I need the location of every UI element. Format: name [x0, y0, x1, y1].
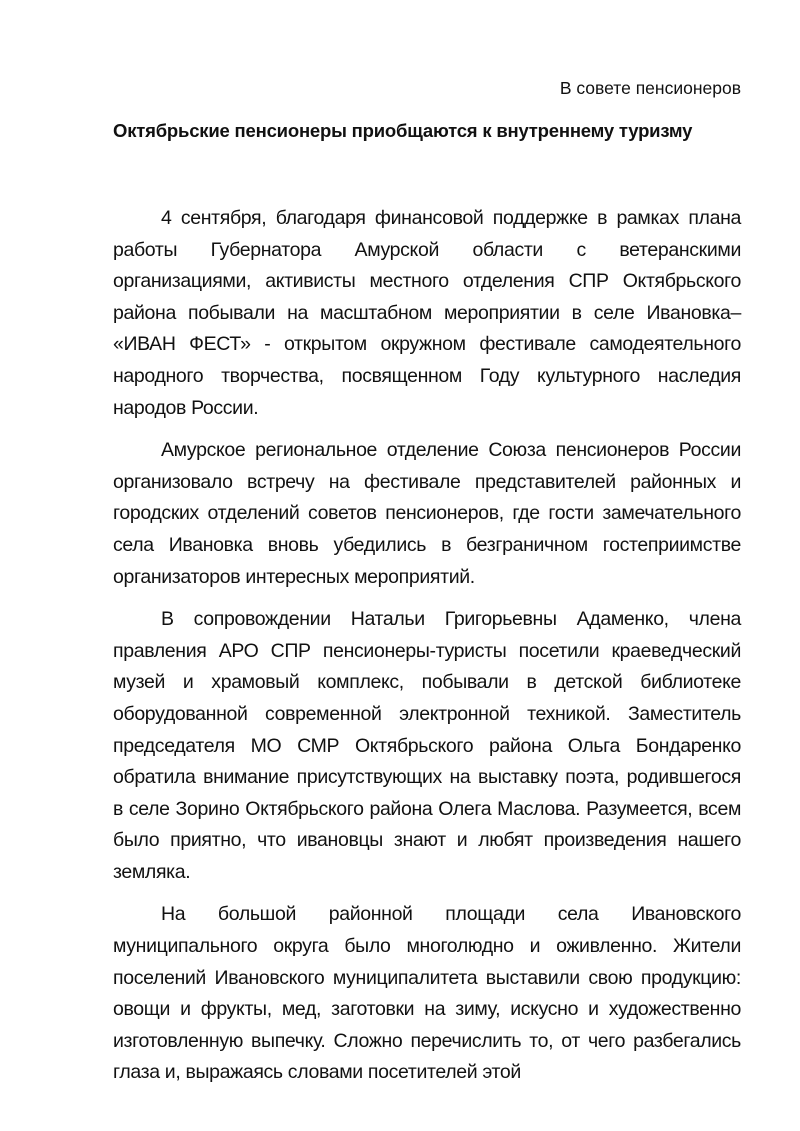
paragraph: 4 сентября, благодаря финансовой поддержке в рамках плана работы Губернатора Амурской области с ветеранскими организациями, активисты местного отделения СПР Октябрьского района побывали на масштабном мероприятии в селе Ивановка– «ИВАН ФЕСТ» - открытом окружном фестивале самодеятельного народного творчества, посвященном Году культурного наследия народов России. — [113, 207, 741, 419]
article-title: Октябрьские пенсионеры приобщаются к внутреннему туризму — [113, 120, 693, 141]
paragraph: В сопровождении Натальи Григорьевны Адаменко, члена правления АРО СПР пенсионеры-туристы посетили краеведческий музей и храмовый комплекс, побывали в детской библиотеке оборудованной современной электронной техникой. Заместитель председателя МО СМР Октябрьского района Ольга Бондаренко обратила внимание присутствующих на выставку поэта, родившегося в селе Зорино Октябрьского района Олега Маслова. Разумеется, всем было приятно, что ивановцы знают и любят произведения нашего земляка. — [113, 608, 741, 883]
paragraph: На большой районной площади села Ивановского муниципального округа было многолюдно и оживленно. Жители поселений Ивановского муниципалитета выставили свою продукцию: овощи и фрукты, мед, заготовки на зиму, искусно и художественно изготовленную выпечку. Сложно перечислить то, от чего разбегались глаза и, выражаясь словами посетителей этой — [113, 903, 741, 1084]
paragraph: Амурское региональное отделение Союза пенсионеров России организовало встречу на фестивале представителей районных и городских отделений советов пенсионеров, где гости замечательного села Ивановка вновь убедились в безграничном гостеприимстве организаторов интересных мероприятий. — [113, 439, 741, 588]
section-rubric: В совете пенсионеров — [559, 78, 741, 98]
article-body — [113, 203, 741, 1100]
